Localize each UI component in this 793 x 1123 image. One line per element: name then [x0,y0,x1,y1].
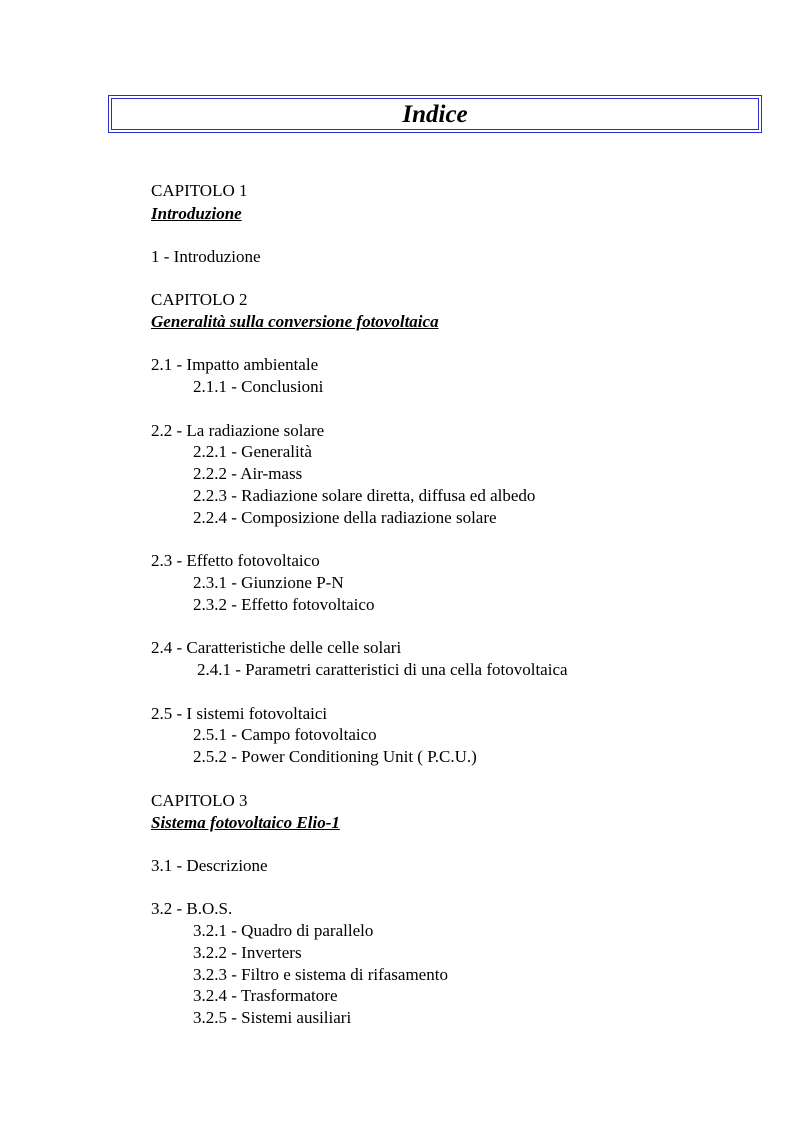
toc-entry-2-2-4: 2.2.4 - Composizione della radiazione solare [193,508,497,527]
chapter-1-title: Introduzione [151,204,242,223]
toc-entry-2-5: 2.5 - I sistemi fotovoltaici [151,704,328,723]
title-frame [108,95,762,133]
toc-entry-3-2-1: 3.2.1 - Quadro di parallelo [193,921,374,940]
chapter-2-title: Generalità sulla conversione fotovoltaica [151,312,439,331]
chapter-2-label: CAPITOLO 2 [151,290,248,309]
toc-entry-2-5-2: 2.5.2 - Power Conditioning Unit ( P.C.U.) [193,747,477,766]
toc-entry-3-2-3: 3.2.3 - Filtro e sistema di rifasamento [193,965,448,984]
toc-entry-2-2-3: 2.2.3 - Radiazione solare diretta, diffusa ed albedo [193,486,536,505]
toc-entry-2-3-1: 2.3.1 - Giunzione P-N [193,573,344,592]
toc-entry-2-3: 2.3 - Effetto fotovoltaico [151,551,320,570]
chapter-1-label: CAPITOLO 1 [151,181,248,200]
title-frame-inner [111,98,759,130]
toc-entry-2-5-1: 2.5.1 - Campo fotovoltaico [193,725,377,744]
toc-entry-3-2-2: 3.2.2 - Inverters [193,943,302,962]
toc-entry-2-1-1: 2.1.1 - Conclusioni [193,377,324,396]
toc-entry-2-2-1: 2.2.1 - Generalità [193,442,312,461]
toc-entry-3-1: 3.1 - Descrizione [151,856,268,875]
toc-entry-2-2: 2.2 - La radiazione solare [151,421,325,440]
toc-entry-2-4-1: 2.4.1 - Parametri caratteristici di una cella fotovoltaica [197,660,568,679]
toc-entry-1: 1 - Introduzione [151,247,261,266]
chapter-3-label: CAPITOLO 3 [151,791,248,810]
toc-entry-3-2: 3.2 - B.O.S. [151,899,233,918]
toc-entry-2-1: 2.1 - Impatto ambientale [151,355,319,374]
toc-entry-2-4: 2.4 - Caratteristiche delle celle solari [151,638,402,657]
toc-entry-2-3-2: 2.3.2 - Effetto fotovoltaico [193,595,375,614]
toc-entry-3-2-5: 3.2.5 - Sistemi ausiliari [193,1008,352,1027]
chapter-3-title: Sistema fotovoltaico Elio-1 [151,813,340,832]
toc-entry-3-2-4: 3.2.4 - Trasformatore [193,986,338,1005]
page-title: Indice [402,101,468,128]
toc-entry-2-2-2: 2.2.2 - Air-mass [193,464,303,483]
